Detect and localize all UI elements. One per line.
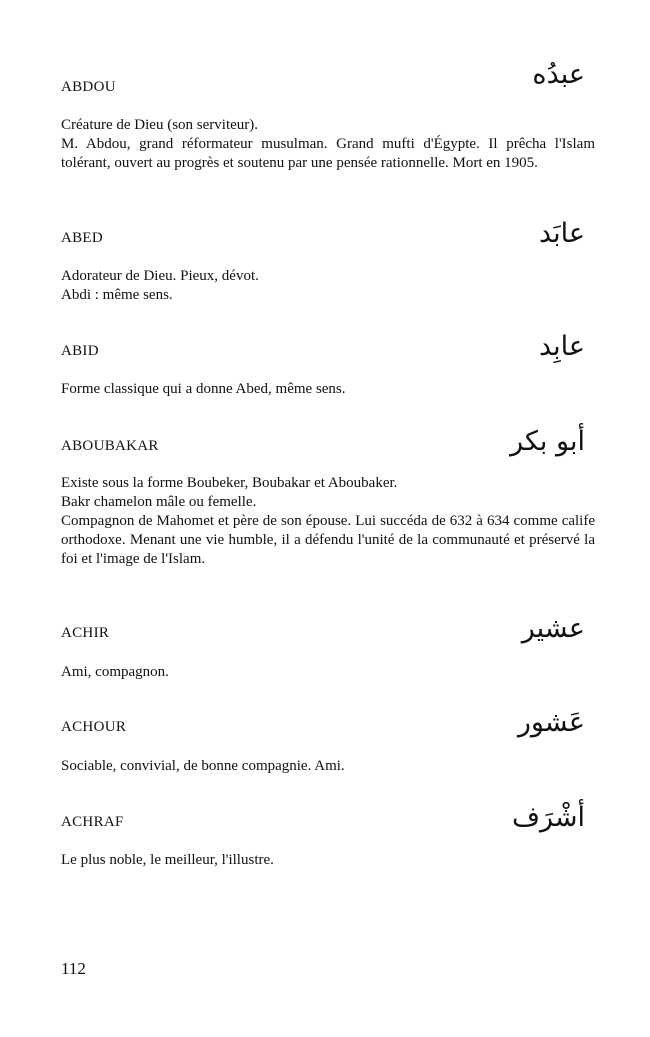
description-line: Compagnon de Mahomet et père de son épouse. Lui succéda de 632 à 634 comme calife orthodoxe. Menant une vie humble, il a défendu l'unité de la communauté et préservé la foi et l'image de l'Islam.	[61, 513, 595, 567]
entry-arabic-script: عابِد	[538, 331, 585, 362]
entry-arabic-script: أشْرَف	[511, 802, 585, 833]
description-line: Le plus noble, le meilleur, l'illustre.	[61, 852, 274, 868]
description-line: Sociable, convivial, de bonne compagnie. Ami.	[61, 758, 345, 774]
entry-description	[61, 474, 595, 569]
entry-description	[61, 663, 595, 682]
description-line: M. Abdou, grand réformateur musulman. Grand mufti d'Égypte. Il prêcha l'Islam tolérant, ouvert au progrès et soutenu par une pensée rationnelle. Mort en 1905.	[61, 136, 595, 171]
entry-arabic-script: عبدُه	[532, 59, 585, 90]
entry-name: ACHRAF	[61, 814, 124, 830]
entry-name: ACHOUR	[61, 719, 127, 735]
entry-name: ACHIR	[61, 625, 110, 641]
entry-name: ABED	[61, 230, 104, 246]
entry-name: ABDOU	[61, 79, 116, 95]
entry-description	[61, 116, 595, 173]
entry-arabic-script: عَشور	[517, 707, 585, 738]
page-number: 112	[61, 959, 86, 978]
description-line: Adorateur de Dieu. Pieux, dévot.	[61, 268, 259, 284]
entry-arabic-script: عشير	[521, 613, 585, 644]
entry-description	[61, 267, 595, 305]
description-line: Ami, compagnon.	[61, 664, 169, 680]
entry-name: ABOUBAKAR	[61, 438, 159, 454]
entry-arabic-script: أبو بكر	[510, 426, 585, 457]
entry-name: ABID	[61, 343, 99, 359]
entry-arabic-script: عابَد	[538, 218, 585, 249]
description-line: Forme classique qui a donne Abed, même sens.	[61, 381, 346, 397]
description-line: Bakr chamelon mâle ou femelle.	[61, 494, 257, 510]
description-line: Existe sous la forme Boubeker, Boubakar et Aboubaker.	[61, 475, 398, 491]
entry-description	[61, 851, 595, 870]
entry-description	[61, 380, 595, 399]
entry-description	[61, 757, 595, 776]
description-line: Abdi : même sens.	[61, 287, 173, 303]
description-line: Créature de Dieu (son serviteur).	[61, 117, 259, 133]
